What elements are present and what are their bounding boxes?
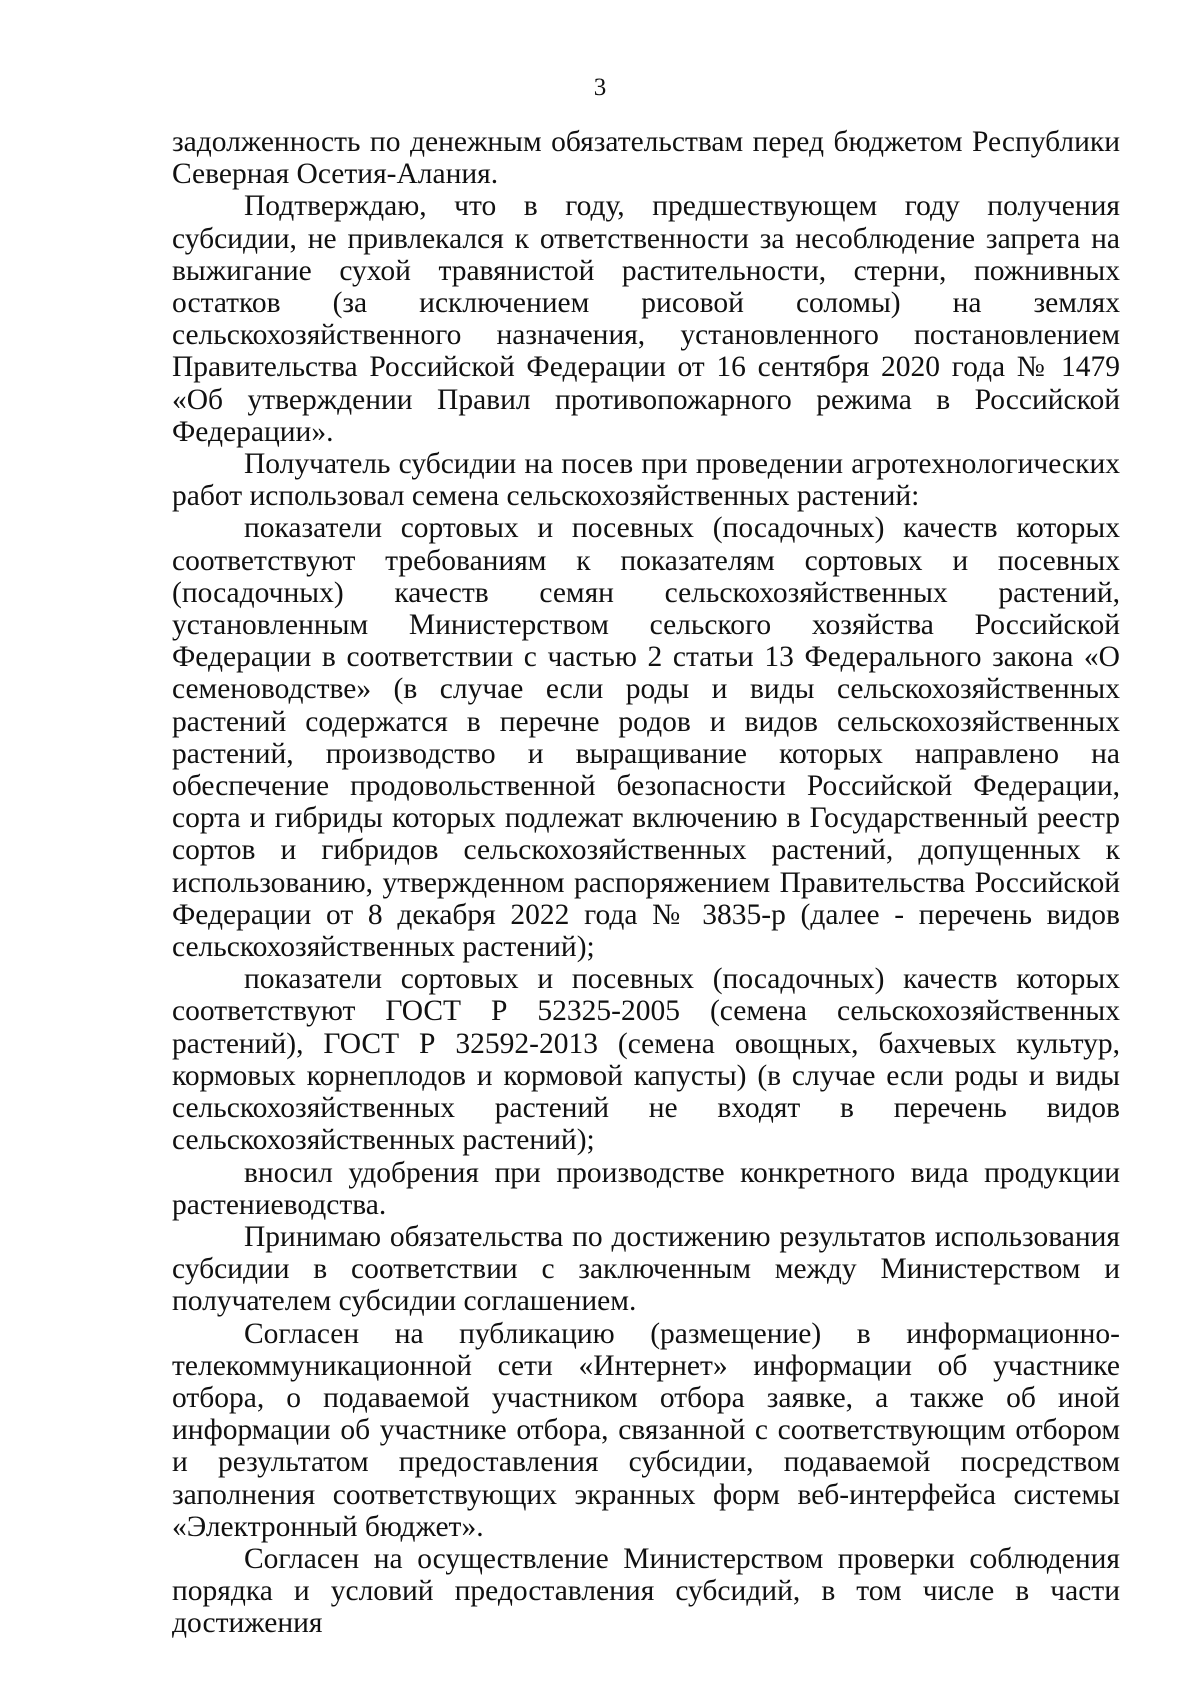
paragraph-fertilizers: вносил удобрения при производстве конкретного вида продукции растениеводства. [172, 1156, 1120, 1221]
paragraph-debt-continuation: задолженность по денежным обязательствам перед бюджетом Республики Северная Осетия-Алания. [172, 126, 1120, 191]
paragraph-seeds-requirements: показатели сортовых и посевных (посадочных) качеств которых соответствуют требованиям к показателям сортовых и посевных (посадочных) качеств семян сельскохозяйственных растений, установленным Министерством сельского хозяйства Российской Федерации в соответствии с частью 2 статьи 13 Федерального закона «О семеноводстве» (в случае если роды и виды сельскохозяйственных растений содержатся в перечне родов и видов сельскохозяйственных растений, производство и выращивание которых направлено на обеспечение продовольственной безопасности Российской Федерации, сорта и гибриды которых подлежат включению в Государственный реестр сортов и гибридов сельскохозяйственных растений, допущенных к использованию, утвержденном распоряжением Правительства Российской Федерации от 8 декабря 2022 года № 3835-р (далее - перечень видов сельскохозяйственных растений); [172, 512, 1120, 964]
paragraph-obligations: Принимаю обязательства по достижению результатов использования субсидии в соответствии с заключенным между Министерством и получателем субсидии соглашением. [172, 1220, 1120, 1318]
page-number: 3 [593, 74, 607, 101]
paragraph-seeds-gost: показатели сортовых и посевных (посадочных) качеств которых соответствуют ГОСТ Р 52325-2005 (семена сельскохозяйственных растений), ГОСТ Р 32592-2013 (семена овощных, бахчевых культур, кормовых корнеплодов и кормовой капусты) (в случае если роды и виды сельскохозяйственных растений не входят в перечень видов сельскохозяйственных растений); [172, 963, 1120, 1157]
paragraph-inspection-consent: Согласен на осуществление Министерством проверки соблюдения порядка и условий предоставления субсидий, в том числе в части достижения [172, 1542, 1120, 1640]
paragraph-publication-consent: Согласен на публикацию (размещение) в информационно-телекоммуникационной сети «Интернет» информации об участнике отбора, о подаваемой участником отбора заявке, а также об иной информации об участнике отбора, связанной с соответствующим отбором и результатом предоставления субсидии, подаваемой посредством заполнения соответствующих экранных форм веб-интерфейса системы «Электронный бюджет». [172, 1317, 1120, 1543]
paragraph-fire-safety-confirmation: Подтверждаю, что в году, предшествующем году получения субсидии, не привлекался к ответственности за несоблюдение запрета на выжигание сухой травянистой растительности, стерни, пожнивных остатков (за исключением рисовой соломы) на землях сельскохозяйственного назначения, установленного постановлением Правительства Российской Федерации от 16 сентября 2020 года № 1479 «Об утверждении Правил противопожарного режима в Российской Федерации». [172, 190, 1120, 448]
paragraph-seeds-intro: Получатель субсидии на посев при проведении агротехнологических работ использовал семена сельскохозяйственных растений: [172, 448, 1120, 513]
document-body [172, 126, 1120, 1640]
